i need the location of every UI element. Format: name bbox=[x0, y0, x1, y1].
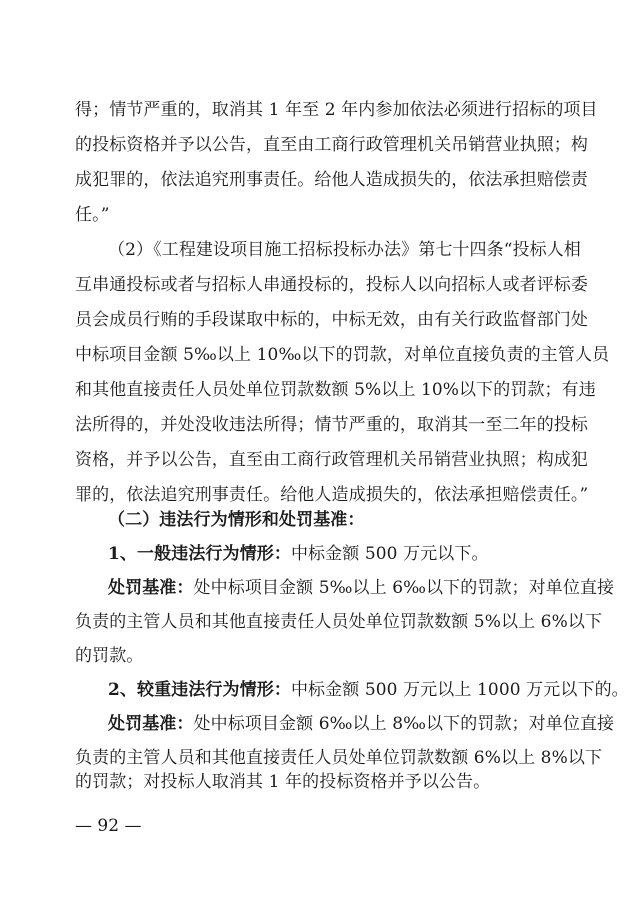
basis-1-label: 处罚基准： bbox=[108, 578, 194, 598]
item-1 bbox=[108, 544, 489, 564]
body-line-2: 的投标资格并予以公告，直至由工商行政管理机关吊销营业执照；构 bbox=[75, 135, 588, 155]
body-line-11: 资格，并予以公告，直至由工商行政管理机关吊销营业执照；构成犯 bbox=[75, 450, 588, 470]
body-line-9: 和其他直接责任人员处单位罚款数额 5%以上 10%以下的罚款；有违 bbox=[75, 380, 596, 400]
basis-1-line-1 bbox=[108, 578, 614, 598]
body-line-5: （2）《工程建设项目施工招标投标办法》第七十四条“投标人相 bbox=[108, 240, 581, 260]
basis-2-line-1 bbox=[108, 714, 614, 734]
item-2 bbox=[108, 680, 629, 700]
body-line-6: 互串通投标或者与招标人串通投标的，投标人以向招标人或者评标委 bbox=[75, 275, 588, 295]
page-number: — 92 — bbox=[75, 816, 142, 836]
basis-1-line-3: 的罚款。 bbox=[75, 646, 144, 666]
body-line-1: 得；情节严重的，取消其 1 年至 2 年内参加依法必须进行招标的项目 bbox=[75, 100, 598, 120]
body-line-8: 中标项目金额 5‰以上 10‰以下的罚款，对单位直接负责的主管人员 bbox=[75, 345, 610, 365]
basis-2-line-2: 负责的主管人员和其他直接责任人员处单位罚款数额 6%以上 8%以下 bbox=[75, 748, 603, 768]
body-line-12: 罪的，依法追究刑事责任。给他人造成损失的，依法承担赔偿责任。” bbox=[75, 485, 589, 505]
body-line-4: 任。” bbox=[75, 205, 110, 225]
item-2-text: 中标金额 500 万元以上 1000 万元以下的。 bbox=[290, 680, 629, 700]
section-heading: （二）违法行为情形和处罚基准： bbox=[108, 510, 365, 530]
basis-2-label: 处罚基准： bbox=[108, 714, 194, 734]
basis-1-text-1: 处中标项目金额 5‰以上 6‰以下的罚款；对单位直接 bbox=[193, 578, 615, 598]
item-1-text: 中标金额 500 万元以下。 bbox=[290, 544, 489, 564]
basis-1-line-2: 负责的主管人员和其他直接责任人员处单位罚款数额 5%以上 6%以下 bbox=[75, 612, 603, 632]
basis-2-line-3: 的罚款；对投标人取消其 1 年的投标资格并予以公告。 bbox=[75, 772, 491, 792]
item-2-label: 2、较重违法行为情形： bbox=[108, 680, 291, 700]
body-line-3: 成犯罪的，依法追究刑事责任。给他人造成损失的，依法承担赔偿责 bbox=[75, 170, 588, 190]
body-line-10: 法所得的，并处没收违法所得；情节严重的，取消其一至二年的投标 bbox=[75, 415, 588, 435]
basis-2-text-1: 处中标项目金额 6‰以上 8‰以下的罚款；对单位直接 bbox=[193, 714, 615, 734]
body-line-7: 员会成员行贿的手段谋取中标的，中标无效，由有关行政监督部门处 bbox=[75, 310, 588, 330]
item-1-label: 1、一般违法行为情形： bbox=[108, 544, 291, 564]
